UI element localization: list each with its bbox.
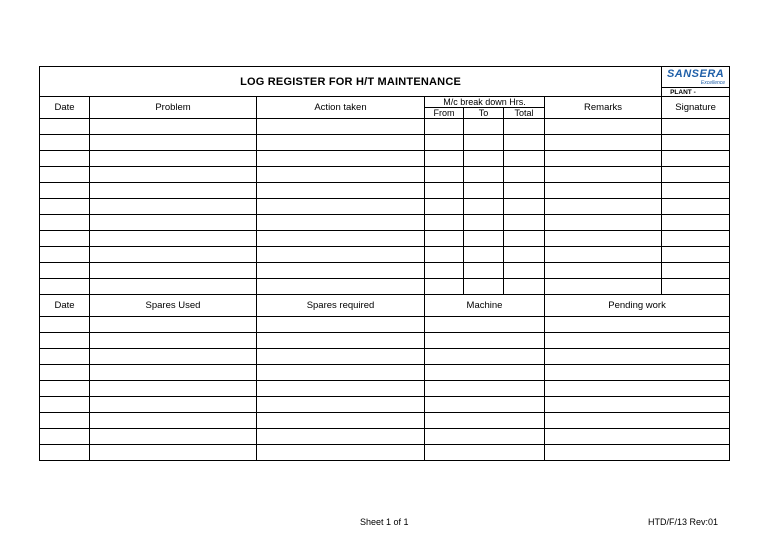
problem-log-row: [40, 135, 730, 151]
blank-cell[interactable]: [257, 279, 425, 295]
blank-cell[interactable]: [40, 445, 90, 461]
blank-cell[interactable]: [90, 183, 257, 199]
blank-cell[interactable]: [257, 365, 425, 381]
blank-cell[interactable]: [90, 349, 257, 365]
blank-cell[interactable]: [90, 365, 257, 381]
header-machine: Machine: [425, 295, 545, 317]
problem-log-row: [40, 183, 730, 199]
header-date-2: Date: [40, 295, 90, 317]
blank-cell[interactable]: [662, 263, 730, 279]
blank-cell[interactable]: [40, 247, 90, 263]
blank-cell[interactable]: [464, 279, 504, 295]
blank-cell[interactable]: [40, 365, 90, 381]
blank-cell[interactable]: [40, 183, 90, 199]
blank-cell[interactable]: [545, 365, 730, 381]
blank-cell[interactable]: [545, 231, 662, 247]
blank-cell[interactable]: [545, 263, 662, 279]
blank-cell[interactable]: [545, 279, 662, 295]
blank-cell[interactable]: [90, 413, 257, 429]
blank-cell[interactable]: [464, 183, 504, 199]
blank-cell[interactable]: [662, 167, 730, 183]
blank-cell[interactable]: [504, 263, 545, 279]
blank-cell[interactable]: [257, 247, 425, 263]
spares-log-row: [40, 429, 730, 445]
blank-cell[interactable]: [40, 279, 90, 295]
blank-cell[interactable]: [90, 231, 257, 247]
blank-cell[interactable]: [40, 317, 90, 333]
blank-cell[interactable]: [425, 135, 464, 151]
blank-cell[interactable]: [425, 199, 464, 215]
header-spares-used: Spares Used: [90, 295, 257, 317]
blank-cell[interactable]: [504, 151, 545, 167]
blank-cell[interactable]: [425, 263, 464, 279]
header-pending-work: Pending work: [545, 295, 730, 317]
blank-cell[interactable]: [257, 397, 425, 413]
spares-log-row: [40, 397, 730, 413]
header-signature: Signature: [662, 97, 730, 119]
blank-cell[interactable]: [464, 167, 504, 183]
spares-log-row: [40, 317, 730, 333]
blank-cell[interactable]: [545, 167, 662, 183]
header-date: Date: [40, 97, 90, 119]
blank-cell[interactable]: [504, 279, 545, 295]
blank-cell[interactable]: [90, 279, 257, 295]
blank-cell[interactable]: [257, 151, 425, 167]
blank-cell[interactable]: [545, 413, 730, 429]
blank-cell[interactable]: [464, 215, 504, 231]
problem-log-row: [40, 247, 730, 263]
blank-cell[interactable]: [40, 167, 90, 183]
blank-cell[interactable]: [662, 247, 730, 263]
problem-log-row: [40, 151, 730, 167]
blank-cell[interactable]: [662, 215, 730, 231]
header-remarks: Remarks: [545, 97, 662, 119]
blank-cell[interactable]: [464, 199, 504, 215]
company-logo: [662, 67, 730, 88]
form-code: HTD/F/13 Rev:01: [648, 517, 719, 527]
blank-cell[interactable]: [662, 135, 730, 151]
blank-cell[interactable]: [90, 445, 257, 461]
spares-log-row: [40, 413, 730, 429]
blank-cell[interactable]: [504, 199, 545, 215]
problem-log-row: [40, 167, 730, 183]
blank-cell[interactable]: [464, 247, 504, 263]
blank-cell[interactable]: [90, 317, 257, 333]
blank-cell[interactable]: [464, 231, 504, 247]
blank-cell[interactable]: [545, 397, 730, 413]
blank-cell[interactable]: [425, 151, 464, 167]
blank-cell[interactable]: [425, 215, 464, 231]
problem-log-row: [40, 279, 730, 295]
blank-cell[interactable]: [425, 167, 464, 183]
blank-cell[interactable]: [257, 429, 425, 445]
spares-log-row: [40, 381, 730, 397]
spares-log-row: [40, 445, 730, 461]
blank-cell[interactable]: [90, 429, 257, 445]
blank-cell[interactable]: [257, 413, 425, 429]
blank-cell[interactable]: [90, 263, 257, 279]
blank-cell[interactable]: [257, 317, 425, 333]
blank-cell[interactable]: [425, 413, 545, 429]
blank-cell[interactable]: [257, 349, 425, 365]
problem-log-row: [40, 263, 730, 279]
blank-cell[interactable]: [257, 135, 425, 151]
blank-cell[interactable]: [662, 183, 730, 199]
logo-brand: SANSERA: [666, 68, 725, 80]
header-problem: Problem: [90, 97, 257, 119]
blank-cell[interactable]: [90, 119, 257, 135]
logo-tagline: Excellence: [700, 80, 726, 86]
blank-cell[interactable]: [90, 381, 257, 397]
blank-cell[interactable]: [90, 247, 257, 263]
header-to: To: [464, 108, 504, 119]
sheet-number: Sheet 1 of 1: [360, 517, 409, 527]
blank-cell[interactable]: [90, 333, 257, 349]
blank-cell[interactable]: [90, 167, 257, 183]
spares-log-row: [40, 365, 730, 381]
blank-cell[interactable]: [464, 151, 504, 167]
blank-cell[interactable]: [257, 183, 425, 199]
blank-cell[interactable]: [40, 135, 90, 151]
blank-cell[interactable]: [662, 151, 730, 167]
blank-cell[interactable]: [504, 247, 545, 263]
blank-cell[interactable]: [257, 199, 425, 215]
blank-cell[interactable]: [545, 119, 662, 135]
blank-cell[interactable]: [40, 349, 90, 365]
blank-cell[interactable]: [464, 135, 504, 151]
blank-cell[interactable]: [40, 397, 90, 413]
blank-cell[interactable]: [40, 199, 90, 215]
blank-cell[interactable]: [425, 279, 464, 295]
blank-cell[interactable]: [662, 119, 730, 135]
blank-cell[interactable]: [425, 381, 545, 397]
blank-cell[interactable]: [90, 397, 257, 413]
blank-cell[interactable]: [545, 349, 730, 365]
blank-cell[interactable]: [40, 413, 90, 429]
blank-cell[interactable]: [90, 135, 257, 151]
blank-cell[interactable]: [40, 119, 90, 135]
blank-cell[interactable]: [545, 151, 662, 167]
blank-cell[interactable]: [425, 365, 545, 381]
blank-cell[interactable]: [504, 167, 545, 183]
blank-cell[interactable]: [257, 381, 425, 397]
blank-cell[interactable]: [425, 247, 464, 263]
blank-cell[interactable]: [257, 231, 425, 247]
header-spares-required: Spares required: [257, 295, 425, 317]
blank-cell[interactable]: [425, 349, 545, 365]
blank-cell[interactable]: [662, 199, 730, 215]
blank-cell[interactable]: [545, 333, 730, 349]
blank-cell[interactable]: [504, 215, 545, 231]
blank-cell[interactable]: [464, 119, 504, 135]
blank-cell[interactable]: [40, 151, 90, 167]
blank-cell[interactable]: [40, 381, 90, 397]
blank-cell[interactable]: [545, 247, 662, 263]
blank-cell[interactable]: [504, 183, 545, 199]
blank-cell[interactable]: [545, 429, 730, 445]
blank-cell[interactable]: [425, 231, 464, 247]
blank-cell[interactable]: [40, 429, 90, 445]
spares-log-row: [40, 349, 730, 365]
blank-cell[interactable]: [257, 333, 425, 349]
blank-cell[interactable]: [545, 135, 662, 151]
blank-cell[interactable]: [40, 333, 90, 349]
header-breakdown-hours: M/c break down Hrs.: [425, 97, 545, 108]
blank-cell[interactable]: [425, 397, 545, 413]
blank-cell[interactable]: [257, 215, 425, 231]
problem-log-row: [40, 199, 730, 215]
problem-log-row: [40, 231, 730, 247]
blank-cell[interactable]: [504, 119, 545, 135]
blank-cell[interactable]: [425, 445, 545, 461]
blank-cell[interactable]: [40, 231, 90, 247]
blank-cell[interactable]: [425, 183, 464, 199]
blank-cell[interactable]: [40, 263, 90, 279]
blank-cell[interactable]: [504, 135, 545, 151]
blank-cell[interactable]: [545, 215, 662, 231]
blank-cell[interactable]: [545, 445, 730, 461]
log-register-table: [39, 66, 730, 461]
blank-cell[interactable]: [257, 263, 425, 279]
problem-log-row: [40, 215, 730, 231]
blank-cell[interactable]: [90, 215, 257, 231]
blank-cell[interactable]: [90, 199, 257, 215]
blank-cell[interactable]: [662, 279, 730, 295]
blank-cell[interactable]: [545, 183, 662, 199]
blank-cell[interactable]: [40, 215, 90, 231]
blank-cell[interactable]: [257, 119, 425, 135]
blank-cell[interactable]: [90, 151, 257, 167]
blank-cell[interactable]: [257, 167, 425, 183]
blank-cell[interactable]: [545, 199, 662, 215]
blank-cell[interactable]: [504, 231, 545, 247]
form-title: LOG REGISTER FOR H/T MAINTENANCE: [40, 67, 662, 97]
blank-cell[interactable]: [425, 119, 464, 135]
blank-cell[interactable]: [545, 317, 730, 333]
spares-log-row: [40, 333, 730, 349]
header-total: Total: [504, 108, 545, 119]
header-action-taken: Action taken: [257, 97, 425, 119]
blank-cell[interactable]: [425, 429, 545, 445]
blank-cell[interactable]: [662, 231, 730, 247]
blank-cell[interactable]: [425, 333, 545, 349]
problem-log-row: [40, 119, 730, 135]
blank-cell[interactable]: [464, 263, 504, 279]
blank-cell[interactable]: [545, 381, 730, 397]
blank-cell[interactable]: [257, 445, 425, 461]
header-from: From: [425, 108, 464, 119]
plant-label: PLANT -: [662, 88, 730, 97]
blank-cell[interactable]: [425, 317, 545, 333]
